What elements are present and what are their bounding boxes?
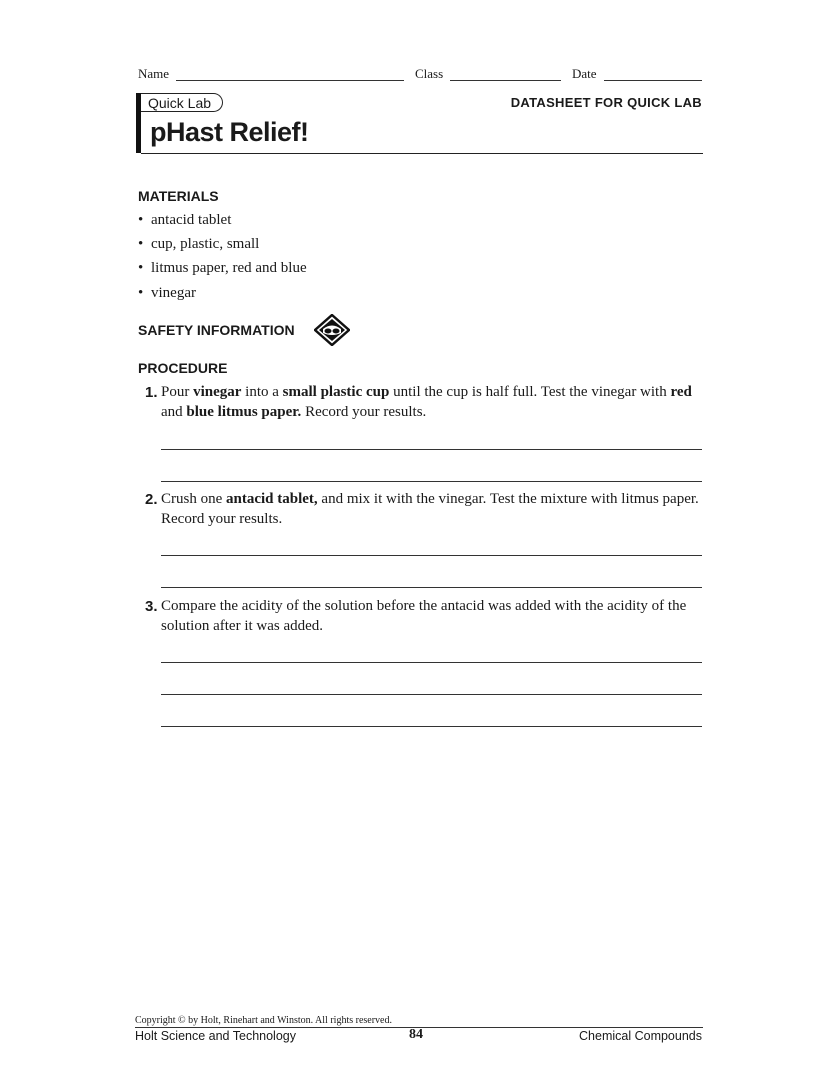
- quick-lab-badge: Quick Lab: [141, 93, 223, 112]
- title-rule: [141, 153, 703, 154]
- bold-term: antacid tablet,: [226, 491, 318, 507]
- step-text-run: into a: [241, 384, 283, 400]
- page-title: pHast Relief!: [150, 117, 309, 147]
- class-label: Class: [415, 66, 444, 81]
- name-label: Name: [138, 66, 170, 81]
- answer-line[interactable]: [161, 555, 702, 556]
- publisher-label: Holt Science and Technology: [135, 1029, 296, 1043]
- page-number: 84: [409, 1027, 423, 1042]
- answer-line[interactable]: [161, 587, 702, 588]
- bold-term: small plastic cup: [282, 384, 390, 400]
- copyright-notice: Copyright © by Holt, Rinehart and Winston. All rights reserved.: [135, 1015, 392, 1026]
- step-number: 3.: [145, 598, 158, 615]
- answer-line[interactable]: [161, 726, 702, 727]
- list-item: • litmus paper, red and blue: [138, 260, 307, 276]
- step-text-run: and mix it with the vinegar. Test the mixture with litmus paper. Record your results.: [161, 491, 699, 527]
- bold-term: blue litmus paper.: [186, 403, 302, 420]
- list-item: • antacid tablet: [138, 212, 232, 228]
- answer-line[interactable]: [161, 449, 702, 450]
- step-text: [161, 383, 701, 422]
- step-number: 2.: [145, 491, 158, 508]
- list-item: • vinegar: [138, 285, 196, 301]
- eye-protection-safety-icon: [314, 314, 350, 346]
- datasheet-label: DATASHEET FOR QUICK LAB: [510, 95, 702, 110]
- step-text-run: Compare the acidity of the solution before the antacid was added with the acidity of the solution after it was added.: [161, 598, 687, 634]
- date-field[interactable]: [604, 80, 702, 81]
- procedure-step-2: [145, 490, 705, 530]
- procedure-heading: PROCEDURE: [138, 360, 228, 376]
- step-text-run: Pour: [161, 384, 194, 400]
- procedure-step-1: [145, 383, 705, 423]
- chapter-label: Chemical Compounds: [579, 1029, 702, 1043]
- answer-line[interactable]: [161, 694, 702, 695]
- list-item: • cup, plastic, small: [138, 236, 260, 252]
- procedure-step-3: [145, 597, 705, 637]
- step-text-run: until the cup is half full. Test the vinegar with: [389, 384, 671, 400]
- answer-line[interactable]: [161, 481, 702, 482]
- materials-heading: MATERIALS: [138, 188, 219, 204]
- date-label: Date: [572, 66, 597, 81]
- class-field[interactable]: [450, 80, 561, 81]
- bold-term: red: [670, 384, 692, 400]
- bold-term: vinegar: [193, 384, 242, 400]
- step-text-run: and: [161, 403, 187, 420]
- answer-line[interactable]: [161, 662, 702, 663]
- safety-heading: SAFETY INFORMATION: [138, 322, 295, 338]
- step-text-run: Crush one: [161, 491, 226, 507]
- step-number: 1.: [145, 384, 158, 401]
- name-field[interactable]: [176, 80, 404, 81]
- step-text-run: Record your results.: [301, 403, 427, 420]
- step-text: [161, 597, 701, 636]
- step-text: [161, 490, 701, 529]
